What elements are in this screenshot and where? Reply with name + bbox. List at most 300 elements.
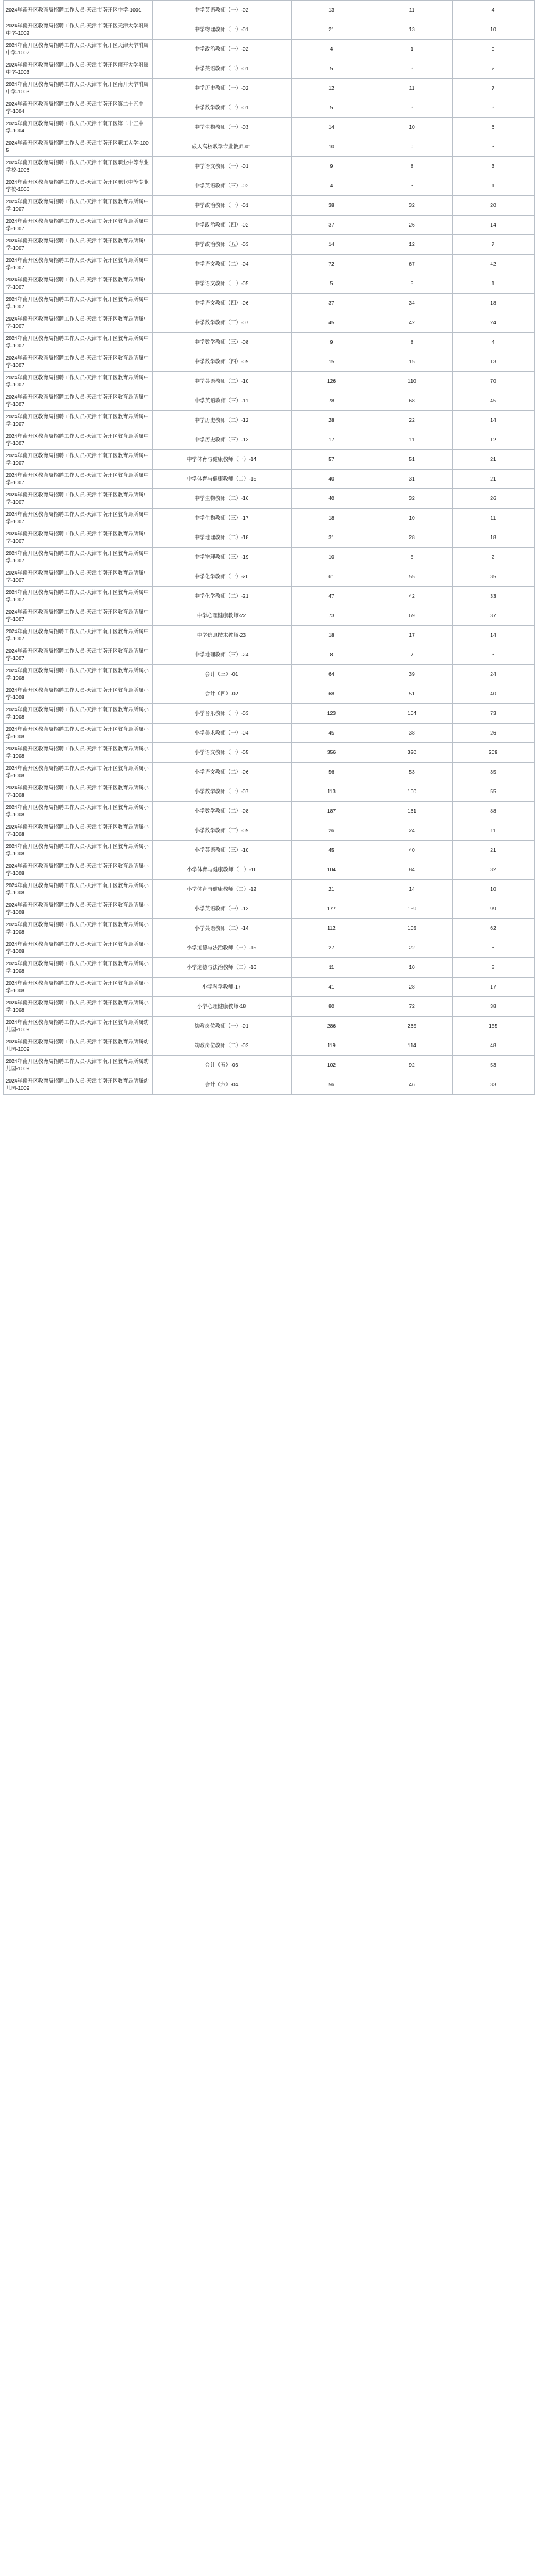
cell-unit: 2024年南开区教育局招聘工作人员-天津市南开区教育局所属小学-1008 [3, 743, 152, 763]
table-row [3, 997, 534, 1017]
cell-plan-count: 61 [291, 567, 372, 587]
cell-exam-count: 5 [452, 958, 534, 978]
cell-post: 小学道德与法治教师（二）-16 [152, 958, 291, 978]
table-body [3, 1, 534, 1095]
cell-plan-count: 14 [291, 235, 372, 255]
table-row [3, 196, 534, 216]
cell-exam-count: 38 [452, 997, 534, 1017]
cell-plan-count: 4 [291, 40, 372, 59]
cell-signed-count: 13 [372, 20, 452, 40]
cell-plan-count: 18 [291, 626, 372, 645]
cell-signed-count: 14 [372, 880, 452, 899]
cell-plan-count: 5 [291, 274, 372, 294]
table-row [3, 1056, 534, 1075]
cell-unit: 2024年南开区教育局招聘工作人员-天津市南开区教育局所属幼儿园-1009 [3, 1075, 152, 1095]
table-row [3, 645, 534, 665]
cell-post: 小学美术教师（一）-04 [152, 724, 291, 743]
cell-plan-count: 38 [291, 196, 372, 216]
cell-post: 中学英语教师（三）-02 [152, 176, 291, 196]
cell-post: 会计（三）-01 [152, 665, 291, 684]
cell-post: 中学体育与健康教师（二）-15 [152, 470, 291, 489]
cell-plan-count: 26 [291, 821, 372, 841]
cell-post: 小学音乐教师（一）-03 [152, 704, 291, 724]
cell-signed-count: 51 [372, 684, 452, 704]
table-row [3, 841, 534, 860]
cell-exam-count: 4 [452, 1, 534, 20]
cell-unit: 2024年南开区教育局招聘工作人员-天津市南开区天津大学附属中学-1002 [3, 40, 152, 59]
table-row [3, 704, 534, 724]
cell-signed-count: 24 [372, 821, 452, 841]
cell-unit: 2024年南开区教育局招聘工作人员-天津市南开区南开大学附属中学-1003 [3, 59, 152, 79]
table-row [3, 509, 534, 528]
cell-unit: 2024年南开区教育局招聘工作人员-天津市南开区南开大学附属中学-1003 [3, 79, 152, 98]
cell-exam-count: 32 [452, 860, 534, 880]
cell-post: 中学英语教师（一）-02 [152, 1, 291, 20]
table-row [3, 79, 534, 98]
cell-exam-count: 14 [452, 626, 534, 645]
cell-signed-count: 161 [372, 802, 452, 821]
cell-post: 小学数学教师（一）-07 [152, 782, 291, 802]
cell-plan-count: 177 [291, 899, 372, 919]
cell-unit: 2024年南开区教育局招聘工作人员-天津市南开区教育局所属中学-1007 [3, 587, 152, 606]
cell-post: 中学英语教师（二）-10 [152, 372, 291, 391]
table-row [3, 470, 534, 489]
cell-exam-count: 6 [452, 118, 534, 137]
cell-unit: 2024年南开区教育局招聘工作人员-天津市南开区教育局所属小学-1008 [3, 782, 152, 802]
table-row [3, 528, 534, 548]
cell-exam-count: 10 [452, 20, 534, 40]
cell-plan-count: 45 [291, 313, 372, 333]
cell-signed-count: 114 [372, 1036, 452, 1056]
table-row [3, 958, 534, 978]
cell-signed-count: 42 [372, 313, 452, 333]
cell-plan-count: 56 [291, 1075, 372, 1095]
cell-unit: 2024年南开区教育局招聘工作人员-天津市南开区教育局所属小学-1008 [3, 802, 152, 821]
cell-post: 中学英语教师（三）-11 [152, 391, 291, 411]
cell-unit: 2024年南开区教育局招聘工作人员-天津市南开区教育局所属中学-1007 [3, 313, 152, 333]
cell-plan-count: 13 [291, 1, 372, 20]
cell-unit: 2024年南开区教育局招聘工作人员-天津市南开区教育局所属中学-1007 [3, 255, 152, 274]
cell-signed-count: 17 [372, 626, 452, 645]
cell-unit: 2024年南开区教育局招聘工作人员-天津市南开区中学-1001 [3, 1, 152, 20]
cell-signed-count: 67 [372, 255, 452, 274]
cell-plan-count: 123 [291, 704, 372, 724]
cell-post: 会计（五）-03 [152, 1056, 291, 1075]
cell-signed-count: 12 [372, 235, 452, 255]
table-row [3, 626, 534, 645]
cell-unit: 2024年南开区教育局招聘工作人员-天津市南开区教育局所属小学-1008 [3, 978, 152, 997]
cell-signed-count: 265 [372, 1017, 452, 1036]
cell-post: 中学生物教师（二）-16 [152, 489, 291, 509]
cell-unit: 2024年南开区教育局招聘工作人员-天津市南开区教育局所属小学-1008 [3, 880, 152, 899]
cell-plan-count: 356 [291, 743, 372, 763]
cell-post: 小学体育与健康教师（二）-12 [152, 880, 291, 899]
cell-exam-count: 3 [452, 98, 534, 118]
cell-unit: 2024年南开区教育局招聘工作人员-天津市南开区教育局所属小学-1008 [3, 763, 152, 782]
cell-exam-count: 26 [452, 489, 534, 509]
cell-signed-count: 9 [372, 137, 452, 157]
cell-plan-count: 15 [291, 352, 372, 372]
cell-signed-count: 28 [372, 528, 452, 548]
cell-exam-count: 26 [452, 724, 534, 743]
table-row [3, 255, 534, 274]
cell-exam-count: 1 [452, 176, 534, 196]
cell-plan-count: 104 [291, 860, 372, 880]
cell-signed-count: 84 [372, 860, 452, 880]
cell-plan-count: 78 [291, 391, 372, 411]
cell-plan-count: 68 [291, 684, 372, 704]
cell-post: 小学英语教师（一）-13 [152, 899, 291, 919]
cell-post: 中学数学教师（三）-08 [152, 333, 291, 352]
cell-exam-count: 7 [452, 79, 534, 98]
cell-unit: 2024年南开区教育局招聘工作人员-天津市南开区教育局所属幼儿园-1009 [3, 1056, 152, 1075]
cell-unit: 2024年南开区教育局招聘工作人员-天津市南开区教育局所属中学-1007 [3, 450, 152, 470]
cell-unit: 2024年南开区教育局招聘工作人员-天津市南开区教育局所属中学-1007 [3, 528, 152, 548]
cell-exam-count: 20 [452, 196, 534, 216]
cell-signed-count: 100 [372, 782, 452, 802]
cell-unit: 2024年南开区教育局招聘工作人员-天津市南开区教育局所属中学-1007 [3, 196, 152, 216]
cell-signed-count: 22 [372, 411, 452, 430]
cell-post: 小学英语教师（二）-14 [152, 919, 291, 938]
table-row [3, 235, 534, 255]
cell-plan-count: 72 [291, 255, 372, 274]
cell-signed-count: 92 [372, 1056, 452, 1075]
cell-exam-count: 33 [452, 1075, 534, 1095]
cell-plan-count: 80 [291, 997, 372, 1017]
recruitment-table [3, 0, 535, 1095]
cell-plan-count: 5 [291, 98, 372, 118]
cell-unit: 2024年南开区教育局招聘工作人员-天津市南开区教育局所属小学-1008 [3, 958, 152, 978]
cell-plan-count: 37 [291, 216, 372, 235]
cell-plan-count: 8 [291, 645, 372, 665]
cell-signed-count: 11 [372, 1, 452, 20]
cell-plan-count: 4 [291, 176, 372, 196]
cell-exam-count: 70 [452, 372, 534, 391]
cell-signed-count: 159 [372, 899, 452, 919]
cell-signed-count: 10 [372, 958, 452, 978]
cell-post: 中学物理教师（三）-19 [152, 548, 291, 567]
cell-exam-count: 18 [452, 528, 534, 548]
cell-signed-count: 55 [372, 567, 452, 587]
cell-plan-count: 17 [291, 430, 372, 450]
cell-signed-count: 10 [372, 118, 452, 137]
cell-plan-count: 57 [291, 450, 372, 470]
cell-plan-count: 102 [291, 1056, 372, 1075]
cell-post: 中学语文教师（四）-06 [152, 294, 291, 313]
cell-signed-count: 32 [372, 489, 452, 509]
cell-plan-count: 9 [291, 157, 372, 176]
cell-plan-count: 47 [291, 587, 372, 606]
cell-unit: 2024年南开区教育局招聘工作人员-天津市南开区教育局所属中学-1007 [3, 352, 152, 372]
table-row [3, 782, 534, 802]
cell-unit: 2024年南开区教育局招聘工作人员-天津市南开区教育局所属中学-1007 [3, 470, 152, 489]
cell-exam-count: 10 [452, 880, 534, 899]
cell-signed-count: 3 [372, 176, 452, 196]
table-row [3, 372, 534, 391]
cell-unit: 2024年南开区教育局招聘工作人员-天津市南开区教育局所属中学-1007 [3, 372, 152, 391]
cell-post: 小学数学教师（三）-09 [152, 821, 291, 841]
table-row [3, 391, 534, 411]
table-row [3, 684, 534, 704]
table-row [3, 59, 534, 79]
cell-plan-count: 45 [291, 724, 372, 743]
cell-signed-count: 5 [372, 548, 452, 567]
table-row [3, 294, 534, 313]
cell-plan-count: 5 [291, 59, 372, 79]
cell-post: 小学数学教师（二）-08 [152, 802, 291, 821]
table-row [3, 98, 534, 118]
cell-unit: 2024年南开区教育局招聘工作人员-天津市南开区教育局所属小学-1008 [3, 860, 152, 880]
cell-post: 中学历史教师（二）-12 [152, 411, 291, 430]
table-row [3, 274, 534, 294]
cell-post: 中学语文教师（三）-05 [152, 274, 291, 294]
table-row [3, 821, 534, 841]
cell-signed-count: 28 [372, 978, 452, 997]
cell-post: 中学地理教师（三）-24 [152, 645, 291, 665]
cell-exam-count: 21 [452, 841, 534, 860]
cell-post: 中学政治教师（四）-02 [152, 216, 291, 235]
cell-post: 中学化学教师（一）-20 [152, 567, 291, 587]
cell-plan-count: 187 [291, 802, 372, 821]
cell-plan-count: 112 [291, 919, 372, 938]
cell-signed-count: 105 [372, 919, 452, 938]
cell-unit: 2024年南开区教育局招聘工作人员-天津市南开区教育局所属小学-1008 [3, 919, 152, 938]
cell-plan-count: 40 [291, 489, 372, 509]
cell-unit: 2024年南开区教育局招聘工作人员-天津市南开区职业中等专业学校-1006 [3, 176, 152, 196]
cell-plan-count: 14 [291, 118, 372, 137]
cell-post: 中学政治教师（五）-03 [152, 235, 291, 255]
cell-exam-count: 24 [452, 313, 534, 333]
table-row [3, 1036, 534, 1056]
cell-signed-count: 46 [372, 1075, 452, 1095]
cell-post: 小学英语教师（三）-10 [152, 841, 291, 860]
cell-post: 幼教岗位教师（二）-02 [152, 1036, 291, 1056]
cell-plan-count: 37 [291, 294, 372, 313]
cell-post: 中学历史教师（一）-02 [152, 79, 291, 98]
cell-exam-count: 35 [452, 763, 534, 782]
cell-signed-count: 8 [372, 333, 452, 352]
cell-exam-count: 8 [452, 938, 534, 958]
cell-signed-count: 40 [372, 841, 452, 860]
cell-post: 中学数学教师（三）-07 [152, 313, 291, 333]
cell-signed-count: 3 [372, 98, 452, 118]
cell-plan-count: 11 [291, 958, 372, 978]
cell-exam-count: 73 [452, 704, 534, 724]
table-row [3, 489, 534, 509]
cell-post: 小学语文教师（二）-06 [152, 763, 291, 782]
cell-unit: 2024年南开区教育局招聘工作人员-天津市南开区教育局所属中学-1007 [3, 216, 152, 235]
cell-unit: 2024年南开区教育局招聘工作人员-天津市南开区教育局所属中学-1007 [3, 626, 152, 645]
cell-plan-count: 31 [291, 528, 372, 548]
table-row [3, 763, 534, 782]
cell-exam-count: 40 [452, 684, 534, 704]
cell-signed-count: 110 [372, 372, 452, 391]
cell-post: 中学政治教师（一）-02 [152, 40, 291, 59]
cell-post: 中学生物教师（三）-17 [152, 509, 291, 528]
cell-plan-count: 21 [291, 880, 372, 899]
table-row [3, 938, 534, 958]
cell-unit: 2024年南开区教育局招聘工作人员-天津市南开区第二十五中学-1004 [3, 98, 152, 118]
cell-signed-count: 38 [372, 724, 452, 743]
cell-unit: 2024年南开区教育局招聘工作人员-天津市南开区教育局所属小学-1008 [3, 821, 152, 841]
cell-post: 中学政治教师（一）-01 [152, 196, 291, 216]
cell-post: 中学信息技术教师-23 [152, 626, 291, 645]
table-row [3, 411, 534, 430]
cell-unit: 2024年南开区教育局招聘工作人员-天津市南开区教育局所属小学-1008 [3, 724, 152, 743]
cell-post: 中学生物教师（一）-03 [152, 118, 291, 137]
table-row [3, 176, 534, 196]
cell-signed-count: 320 [372, 743, 452, 763]
table-row [3, 450, 534, 470]
cell-exam-count: 3 [452, 645, 534, 665]
cell-signed-count: 11 [372, 79, 452, 98]
cell-signed-count: 1 [372, 40, 452, 59]
cell-signed-count: 104 [372, 704, 452, 724]
table-row [3, 665, 534, 684]
cell-unit: 2024年南开区教育局招聘工作人员-天津市南开区教育局所属中学-1007 [3, 548, 152, 567]
cell-plan-count: 9 [291, 333, 372, 352]
cell-plan-count: 10 [291, 137, 372, 157]
cell-exam-count: 24 [452, 665, 534, 684]
cell-exam-count: 53 [452, 1056, 534, 1075]
cell-post: 会计（四）-02 [152, 684, 291, 704]
cell-unit: 2024年南开区教育局招聘工作人员-天津市南开区第二十五中学-1004 [3, 118, 152, 137]
cell-post: 成人高校教学专业教师-01 [152, 137, 291, 157]
table-row [3, 548, 534, 567]
cell-unit: 2024年南开区教育局招聘工作人员-天津市南开区教育局所属小学-1008 [3, 665, 152, 684]
table-row [3, 352, 534, 372]
cell-signed-count: 22 [372, 938, 452, 958]
cell-exam-count: 1 [452, 274, 534, 294]
cell-exam-count: 37 [452, 606, 534, 626]
cell-post: 中学心理健康教师-22 [152, 606, 291, 626]
cell-exam-count: 48 [452, 1036, 534, 1056]
cell-plan-count: 12 [291, 79, 372, 98]
cell-post: 中学数学教师（四）-09 [152, 352, 291, 372]
table-row [3, 333, 534, 352]
cell-plan-count: 113 [291, 782, 372, 802]
cell-plan-count: 41 [291, 978, 372, 997]
table-row [3, 40, 534, 59]
cell-signed-count: 7 [372, 645, 452, 665]
cell-signed-count: 69 [372, 606, 452, 626]
cell-signed-count: 31 [372, 470, 452, 489]
cell-unit: 2024年南开区教育局招聘工作人员-天津市南开区教育局所属幼儿园-1009 [3, 1036, 152, 1056]
cell-plan-count: 18 [291, 509, 372, 528]
cell-exam-count: 7 [452, 235, 534, 255]
table-row [3, 743, 534, 763]
table-row [3, 20, 534, 40]
cell-plan-count: 40 [291, 470, 372, 489]
cell-unit: 2024年南开区教育局招聘工作人员-天津市南开区教育局所属中学-1007 [3, 489, 152, 509]
cell-unit: 2024年南开区教育局招聘工作人员-天津市南开区教育局所属中学-1007 [3, 294, 152, 313]
cell-signed-count: 5 [372, 274, 452, 294]
cell-exam-count: 42 [452, 255, 534, 274]
cell-exam-count: 88 [452, 802, 534, 821]
cell-unit: 2024年南开区教育局招聘工作人员-天津市南开区教育局所属中学-1007 [3, 430, 152, 450]
cell-exam-count: 2 [452, 548, 534, 567]
cell-unit: 2024年南开区教育局招聘工作人员-天津市南开区教育局所属小学-1008 [3, 684, 152, 704]
cell-exam-count: 209 [452, 743, 534, 763]
table-row [3, 724, 534, 743]
table-row [3, 802, 534, 821]
cell-plan-count: 73 [291, 606, 372, 626]
cell-signed-count: 10 [372, 509, 452, 528]
cell-unit: 2024年南开区教育局招聘工作人员-天津市南开区教育局所属中学-1007 [3, 391, 152, 411]
cell-signed-count: 3 [372, 59, 452, 79]
table-row [3, 137, 534, 157]
cell-exam-count: 11 [452, 509, 534, 528]
cell-plan-count: 126 [291, 372, 372, 391]
cell-unit: 2024年南开区教育局招聘工作人员-天津市南开区教育局所属中学-1007 [3, 235, 152, 255]
cell-signed-count: 42 [372, 587, 452, 606]
cell-signed-count: 34 [372, 294, 452, 313]
cell-exam-count: 35 [452, 567, 534, 587]
cell-signed-count: 51 [372, 450, 452, 470]
cell-unit: 2024年南开区教育局招聘工作人员-天津市南开区教育局所属中学-1007 [3, 567, 152, 587]
table-row [3, 919, 534, 938]
table-row [3, 978, 534, 997]
cell-post: 中学英语教师（二）-01 [152, 59, 291, 79]
cell-post: 中学数学教师（一）-01 [152, 98, 291, 118]
table-row [3, 606, 534, 626]
cell-post: 中学物理教师（一）-01 [152, 20, 291, 40]
cell-exam-count: 12 [452, 430, 534, 450]
cell-unit: 2024年南开区教育局招聘工作人员-天津市南开区教育局所属中学-1007 [3, 645, 152, 665]
cell-post: 幼教岗位教师（一）-01 [152, 1017, 291, 1036]
cell-signed-count: 8 [372, 157, 452, 176]
cell-exam-count: 62 [452, 919, 534, 938]
cell-unit: 2024年南开区教育局招聘工作人员-天津市南开区教育局所属幼儿园-1009 [3, 1017, 152, 1036]
cell-post: 小学语文教师（一）-05 [152, 743, 291, 763]
cell-signed-count: 68 [372, 391, 452, 411]
cell-signed-count: 15 [372, 352, 452, 372]
cell-plan-count: 45 [291, 841, 372, 860]
cell-post: 小学道德与法治教师（一）-15 [152, 938, 291, 958]
cell-unit: 2024年南开区教育局招聘工作人员-天津市南开区教育局所属中学-1007 [3, 274, 152, 294]
table-row [3, 899, 534, 919]
cell-unit: 2024年南开区教育局招聘工作人员-天津市南开区职工大学-1005 [3, 137, 152, 157]
cell-unit: 2024年南开区教育局招聘工作人员-天津市南开区天津大学附属中学-1002 [3, 20, 152, 40]
cell-signed-count: 53 [372, 763, 452, 782]
table-row [3, 880, 534, 899]
cell-unit: 2024年南开区教育局招聘工作人员-天津市南开区教育局所属中学-1007 [3, 509, 152, 528]
cell-exam-count: 99 [452, 899, 534, 919]
table-row [3, 313, 534, 333]
recruitment-statistics-sheet [0, 0, 537, 1095]
cell-post: 中学语文教师（二）-04 [152, 255, 291, 274]
cell-plan-count: 286 [291, 1017, 372, 1036]
cell-exam-count: 3 [452, 157, 534, 176]
cell-unit: 2024年南开区教育局招聘工作人员-天津市南开区教育局所属小学-1008 [3, 841, 152, 860]
table-row [3, 157, 534, 176]
cell-exam-count: 14 [452, 411, 534, 430]
cell-signed-count: 11 [372, 430, 452, 450]
cell-plan-count: 21 [291, 20, 372, 40]
cell-plan-count: 10 [291, 548, 372, 567]
cell-unit: 2024年南开区教育局招聘工作人员-天津市南开区教育局所属小学-1008 [3, 899, 152, 919]
cell-unit: 2024年南开区教育局招聘工作人员-天津市南开区教育局所属小学-1008 [3, 704, 152, 724]
table-row [3, 1017, 534, 1036]
cell-exam-count: 2 [452, 59, 534, 79]
cell-signed-count: 32 [372, 196, 452, 216]
cell-post: 小学体育与健康教师（一）-11 [152, 860, 291, 880]
cell-plan-count: 28 [291, 411, 372, 430]
cell-exam-count: 18 [452, 294, 534, 313]
cell-unit: 2024年南开区教育局招聘工作人员-天津市南开区教育局所属中学-1007 [3, 606, 152, 626]
cell-post: 小学心理健康教师-18 [152, 997, 291, 1017]
cell-exam-count: 14 [452, 216, 534, 235]
